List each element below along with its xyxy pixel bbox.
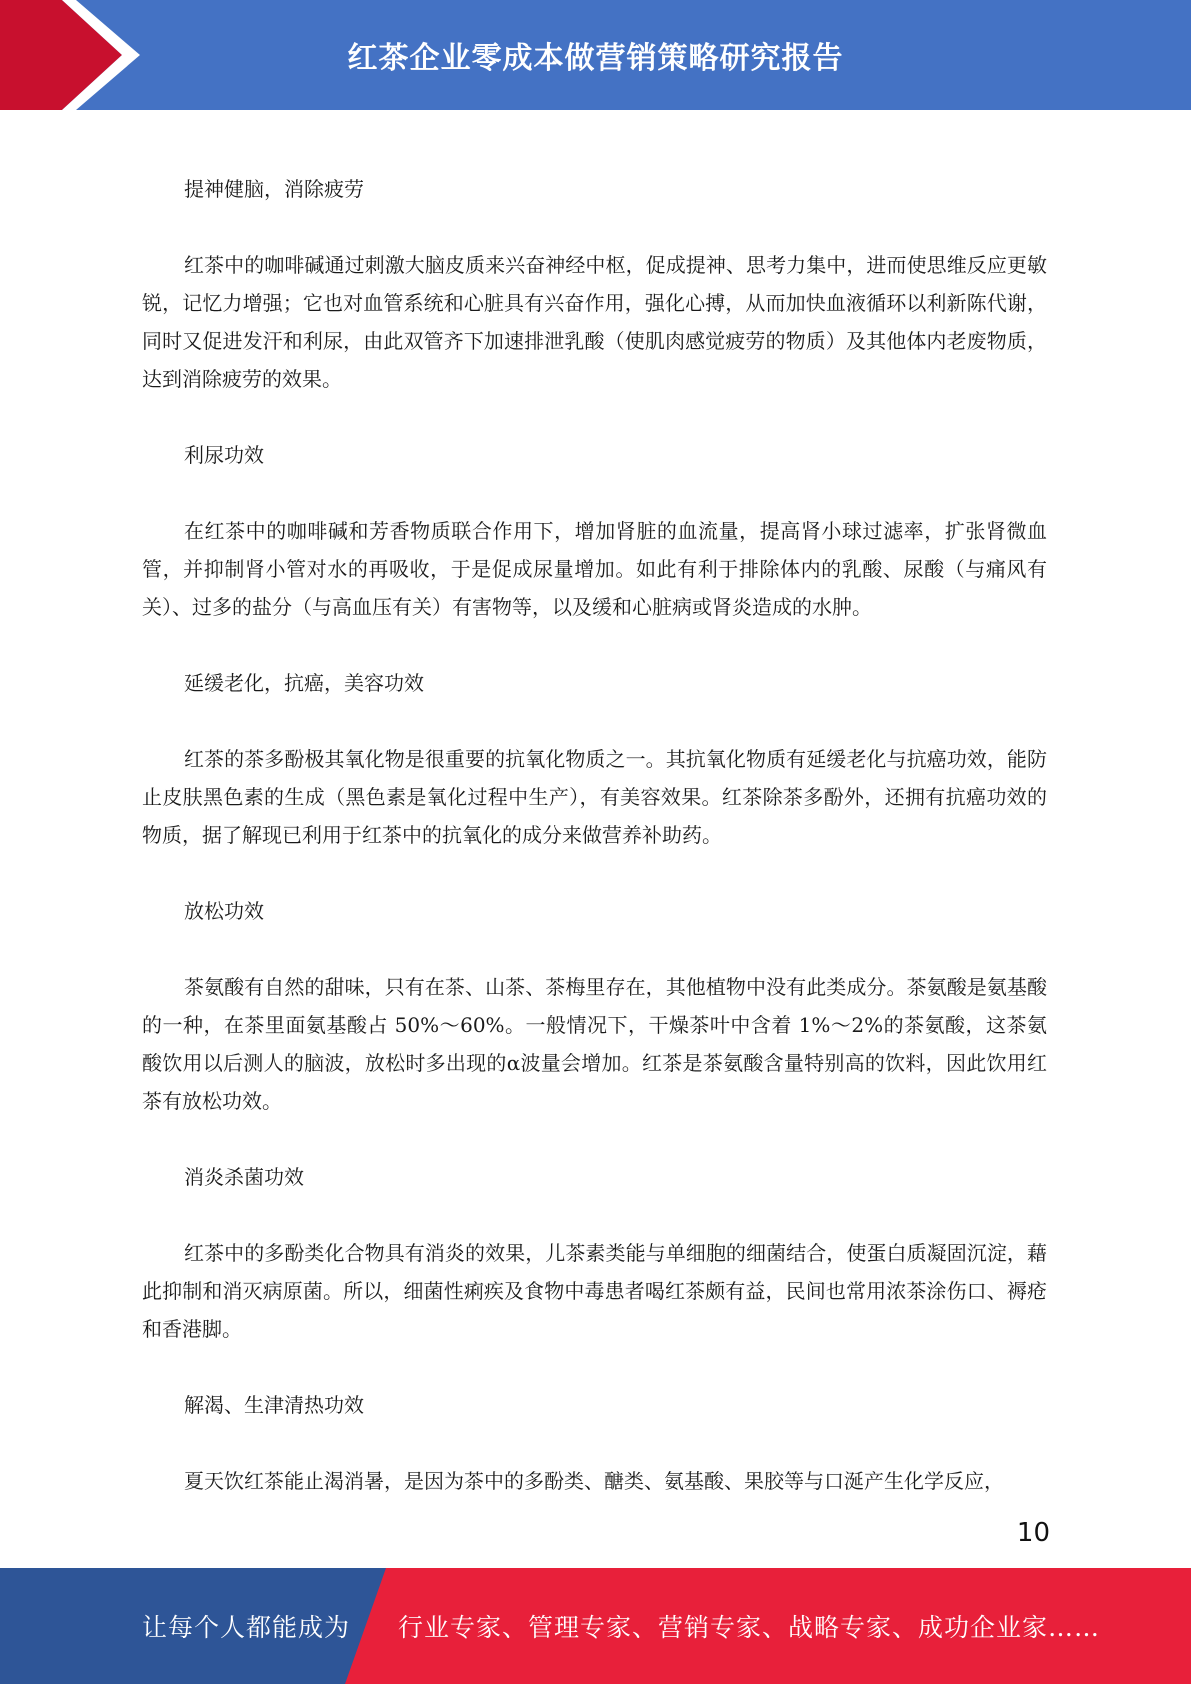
page-header: [0, 0, 1191, 110]
section-paragraph: 红茶中的咖啡碱通过刺激大脑皮质来兴奋神经中枢，促成提神、思考力集中，进而使思维反应更敏锐，记忆力增强；它也对血管系统和心脏具有兴奋作用，强化心搏，从而加快血液循环以利新陈代谢，同时又促进发汗和利尿，由此双管齐下加速排泄乳酸（使肌肉感觉疲劳的物质）及其他体内老废物质，达到消除疲劳的效果。: [142, 253, 1047, 391]
section-heading: 消炎杀菌功效: [184, 1165, 304, 1189]
footer-slogan-right: 行业专家、管理专家、营销专家、战略专家、成功企业家……: [398, 1613, 1101, 1642]
page-number: 10: [1016, 1518, 1050, 1548]
red-chevron-decoration: [0, 0, 160, 110]
section-heading: 放松功效: [184, 899, 264, 923]
section-heading: 解渴、生津清热功效: [184, 1393, 364, 1417]
section-paragraph: 红茶中的多酚类化合物具有消炎的效果，儿茶素类能与单细胞的细菌结合，使蛋白质凝固沉淀，藉此抑制和消灭病原菌。所以，细菌性痢疾及食物中毒患者喝红茶颇有益，民间也常用浓茶涂伤口、褥疮和香港脚。: [142, 1241, 1047, 1341]
document-title: 红茶企业零成本做营销策略研究报告: [347, 41, 844, 76]
section-paragraph: 红茶的茶多酚极其氧化物是很重要的抗氧化物质之一。其抗氧化物质有延缓老化与抗癌功效，能防止皮肤黑色素的生成（黑色素是氧化过程中生产），有美容效果。红茶除茶多酚外，还拥有抗癌功效的物质，据了解现已利用于红茶中的抗氧化的成分来做营养补助药。: [142, 747, 1047, 847]
section-paragraph: 在红茶中的咖啡碱和芳香物质联合作用下，增加肾脏的血流量，提高肾小球过滤率，扩张肾微血管，并抑制肾小管对水的再吸收，于是促成尿量增加。如此有利于排除体内的乳酸、尿酸（与痛风有关）、过多的盐分（与高血压有关）有害物等，以及缓和心脏病或肾炎造成的水肿。: [142, 519, 1047, 619]
page-content: [142, 170, 1047, 1538]
section-paragraph: 夏天饮红茶能止渴消暑，是因为茶中的多酚类、醣类、氨基酸、果胶等与口涎产生化学反应，: [184, 1469, 1004, 1493]
page-footer: [0, 1568, 1191, 1684]
section-heading: 延缓老化，抗癌，美容功效: [184, 671, 424, 695]
footer-slogan-left: 让每个人都能成为: [142, 1613, 351, 1642]
section-paragraph: 茶氨酸有自然的甜味，只有在茶、山茶、茶梅里存在，其他植物中没有此类成分。茶氨酸是氨基酸的一种，在茶里面氨基酸占 50%～60%。一般情况下，干燥茶叶中含着 1%～2%的茶氨酸，这茶氨酸饮用以后测人的脑波，放松时多出现的α波量会增加。红茶是茶氨酸含量特别高的饮料，因此饮用红茶有放松功效。: [142, 975, 1047, 1113]
section-heading: 提神健脑，消除疲劳: [184, 177, 364, 201]
section-heading: 利尿功效: [184, 443, 264, 467]
